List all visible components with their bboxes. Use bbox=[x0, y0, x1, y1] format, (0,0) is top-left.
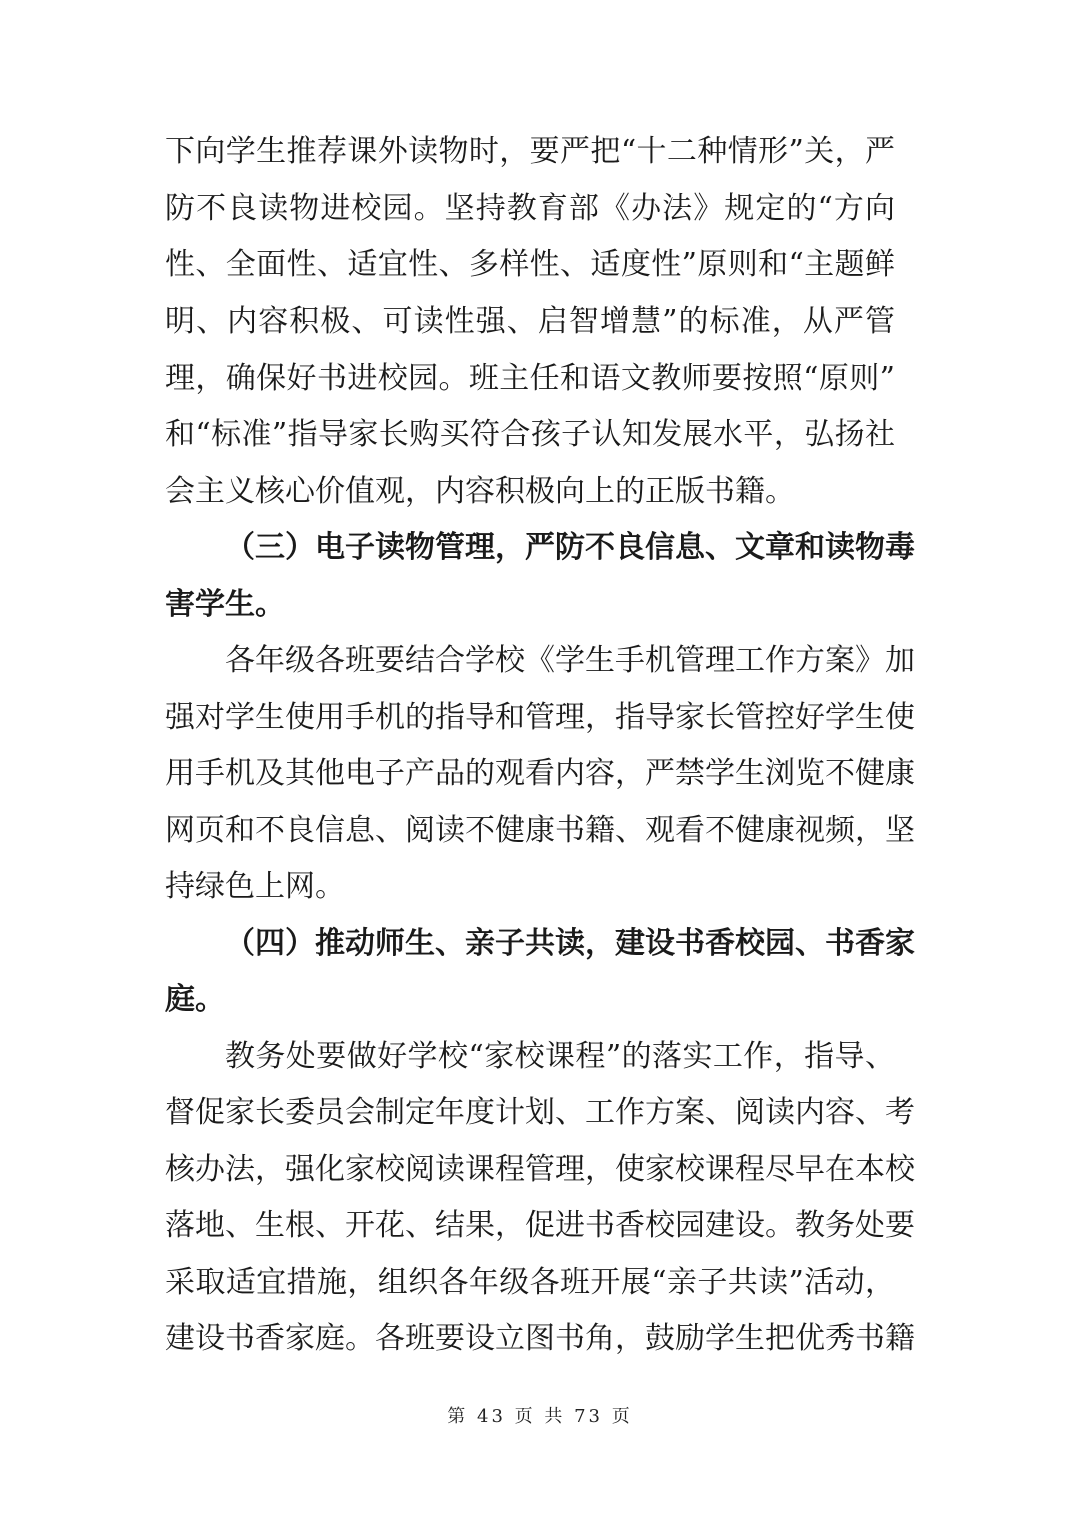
page-number-footer: 第 43 页 共 73 页 bbox=[447, 1406, 633, 1427]
body-text-line: 防不良读物进校园。坚持教育部《办法》规定的“方向 bbox=[165, 191, 895, 226]
section-heading-3-cont: 害学生。 bbox=[165, 587, 285, 622]
body-text-line: 明、内容积极、可读性强、启智增慧”的标准，从严管 bbox=[165, 304, 895, 339]
body-text-line: 理，确保好书进校园。班主任和语文教师要按照“原则” bbox=[165, 361, 895, 396]
body-text-line: 各年级各班要结合学校《学生手机管理工作方案》加 bbox=[225, 643, 915, 678]
body-text-line: 采取适宜措施，组织各年级各班开展“亲子共读”活动， bbox=[165, 1265, 895, 1300]
body-text-line: 持绿色上网。 bbox=[165, 869, 345, 904]
body-text-line: 建设书香家庭。各班要设立图书角，鼓励学生把优秀书籍 bbox=[165, 1321, 915, 1356]
body-text-line: 核办法，强化家校阅读课程管理，使家校课程尽早在本校 bbox=[165, 1152, 915, 1187]
body-text-line: 性、全面性、适宜性、多样性、适度性”原则和“主题鲜 bbox=[165, 247, 895, 282]
body-text-line: 督促家长委员会制定年度计划、工作方案、阅读内容、考 bbox=[165, 1095, 915, 1130]
body-text-line: 教务处要做好学校“家校课程”的落实工作，指导、 bbox=[225, 1039, 895, 1074]
body-text-line: 强对学生使用手机的指导和管理，指导家长管控好学生使 bbox=[165, 700, 915, 735]
section-heading-4-cont: 庭。 bbox=[165, 982, 225, 1017]
body-text-line: 落地、生根、开花、结果，促进书香校园建设。教务处要 bbox=[165, 1208, 915, 1243]
body-text-line: 网页和不良信息、阅读不健康书籍、观看不健康视频，坚 bbox=[165, 813, 915, 848]
section-heading-3: （三）电子读物管理，严防不良信息、文章和读物毒 bbox=[225, 530, 915, 565]
body-text-line: 下向学生推荐课外读物时，要严把“十二种情形”关，严 bbox=[165, 134, 895, 169]
body-text-line: 用手机及其他电子产品的观看内容，严禁学生浏览不健康 bbox=[165, 756, 915, 791]
body-text-line: 会主义核心价值观，内容积极向上的正版书籍。 bbox=[165, 474, 795, 509]
body-text-line: 和“标准”指导家长购买符合孩子认知发展水平，弘扬社 bbox=[165, 417, 895, 452]
section-heading-4: （四）推动师生、亲子共读，建设书香校园、书香家 bbox=[225, 926, 915, 961]
